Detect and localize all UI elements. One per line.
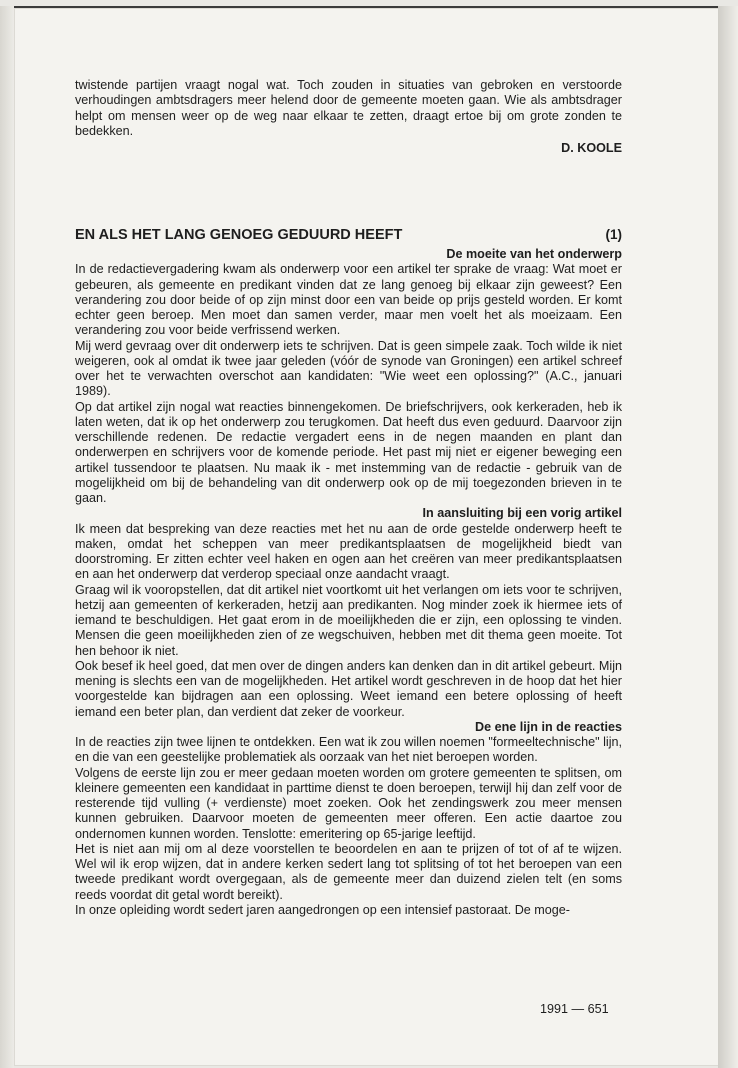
page-footer: 1991 — 651 bbox=[540, 1002, 609, 1016]
page-right-edge bbox=[718, 6, 738, 1068]
section-heading: De ene lijn in de reacties bbox=[475, 719, 622, 734]
author-signature: D. KOOLE bbox=[561, 141, 622, 155]
paragraph: In de redactievergadering kwam als onderwerp voor een artikel ter sprake de vraag: Wat moet er gebeuren, als gemeente en predikant vinden dat ze lang genoeg bij elkaar zijn geweest? Een verandering zou door beide of op zijn minst door een van beide op prijs gesteld worden. Er komt echter geen beroep. Men moet dan samen verder, maar men voelt het als moeizaam. Een verandering zou voor beide verfrissend werken. bbox=[75, 262, 622, 338]
intro-block bbox=[75, 78, 622, 156]
paragraph: Mij werd gevraag over dit onderwerp iets te schrijven. Dat is geen simpele zaak. Toch wilde ik niet weigeren, ook al omdat ik twee jaar geleden (vóór de synode van Groningen) een artikel schreef over het te verwachten overschot aan kandidaten: "Wie weet een oplossing?" (A.C., januari 1989). bbox=[75, 338, 622, 399]
paragraph: Volgens de eerste lijn zou er meer gedaan moeten worden om grotere gemeenten te splitsen, om kleinere gemeenten een kandidaat in parttime dienst te doen beroepen, terwijl hij dan zelf voor de resterende tijd vulling (+ verdienste) moet zoeken. Ook het zendingswerk zou meer mensen kunnen gebruiken. Daarvoor moeten de gemeenten meer offeren. Een actie daartoe zou ondernomen kunnen worden. Tenslotte: emeritering op 65-jarige leeftijd. bbox=[75, 765, 622, 841]
paragraph: Het is niet aan mij om al deze voorstellen te beoordelen en aan te prijzen of tot of af te wijzen. Wel wil ik erop wijzen, dat in andere kerken sedert lang tot splitsing of tot het beroepen van een tweede predikant wordt overgegaan, als de gemeente meer dan duizend zielen telt (en soms reeds voordat dit getal wordt bereikt). bbox=[75, 841, 622, 902]
article-body bbox=[75, 247, 622, 918]
article-title: EN ALS HET LANG GENOEG GEDUURD HEEFT bbox=[75, 227, 403, 243]
paragraph: Ik meen dat bespreking van deze reacties met het nu aan de orde gestelde onderwerp heeft te maken, omdat het scheppen van meer predikantsplaatsen de mogelijkheid biedt van doorstroming. Er zitten echter veel haken en ogen aan het creëren van meer predikantsplaatsen en aan het onderwerp dat verderop speciaal onze aandacht vraagt. bbox=[75, 521, 622, 582]
paragraph: Graag wil ik vooropstellen, dat dit artikel niet voortkomt uit het verlangen om iets voor te schrijven, hetzij aan gemeenten of kerkeraden, hetzij aan predikanten. Nog minder zoek ik hiermee iets of iemand te beschuldigen. Het gaat erom in de moeilijkheden die er zijn, een oplossing te vinden. Mensen die geen moeilijkheden zien of ze wegschuiven, hebben met dit thema geen moeite. Tot hen behoor ik niet. bbox=[75, 582, 622, 658]
article-title-row bbox=[75, 227, 622, 245]
paragraph: In onze opleiding wordt sedert jaren aangedrongen op een intensief pastoraat. De moge- bbox=[75, 902, 570, 917]
paragraph: In de reacties zijn twee lijnen te ontdekken. Een wat ik zou willen noemen "formeeltechnische" lijn, en die van een geestelijke problematiek als oorzaak van het niet beroepen worden. bbox=[75, 735, 622, 765]
article-part-number: (1) bbox=[605, 227, 622, 242]
intro-paragraph: twistende partijen vraagt nogal wat. Toch zouden in situaties van gebroken en verstoorde verhoudingen ambtsdragers meer helend door de gemeente moeten gaan. Wie als ambtsdrager helpt om mensen weer op de weg naar elkaar te zetten, draagt ertoe bij om grote zonden te bedekken. bbox=[75, 78, 622, 138]
paragraph: Op dat artikel zijn nogal wat reacties binnengekomen. De briefschrijvers, ook kerkeraden, heb ik laten weten, dat ik op het onderwerp zou terugkomen. Dat heeft dus even geduurd. Daarvoor zijn verschillende redenen. De redactie vergadert eens in de negen maanden en plant dan onderwerpen en schrijvers voor de komende periode. Het past mij niet er eigener beweging een artikel tussendoor te plaatsen. Nu maak ik - met instemming van de redactie - gebruik van de mogelijkheid om bij de behandeling van dit onderwerp ook op de mij toegezonden brieven in te gaan. bbox=[75, 399, 622, 505]
section-heading: De moeite van het onderwerp bbox=[446, 247, 622, 261]
section-heading: In aansluiting bij een vorig artikel bbox=[422, 506, 622, 521]
page-left-edge bbox=[0, 6, 14, 1068]
paragraph: Ook besef ik heel goed, dat men over de dingen anders kan denken dan in dit artikel gebeurt. Mijn mening is slechts een van de mogelijkheden. Het artikel wordt geschreven in de hoop dat het hier voorgestelde kan bijdragen aan een oplossing. Weet iemand een betere oplossing of heeft iemand een beter plan, dan verdient dat zeker de voorkeur. bbox=[75, 658, 622, 719]
